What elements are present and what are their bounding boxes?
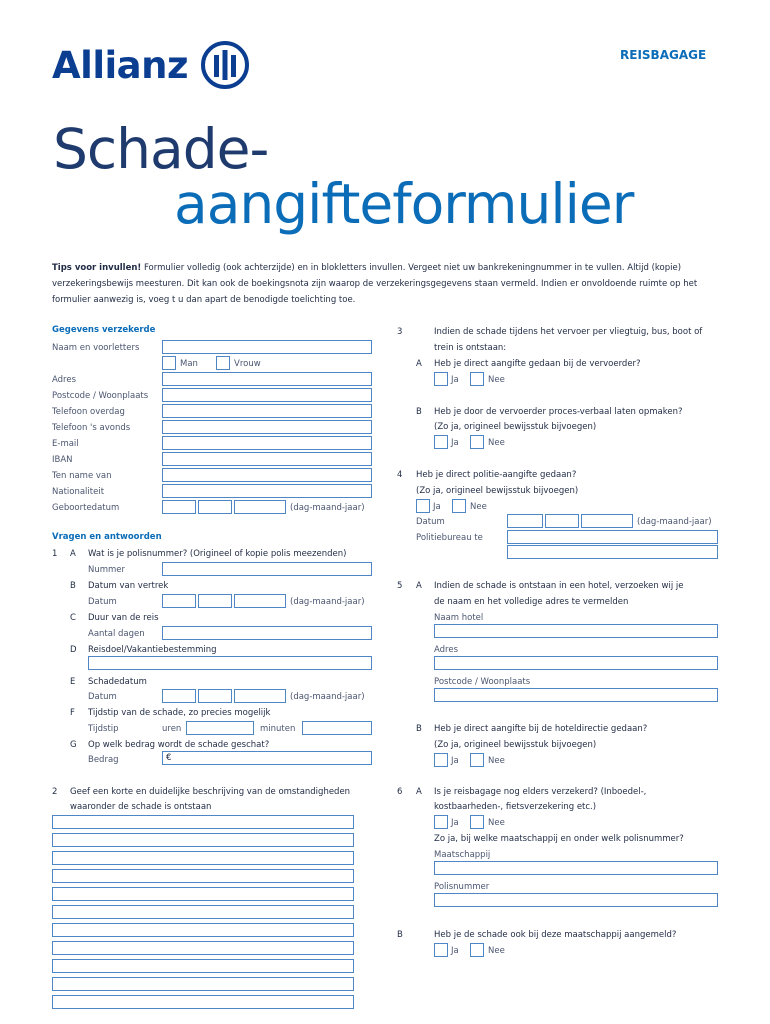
q5a-question-line2: de naam en het volledige adres te vermelden xyxy=(434,597,629,607)
departure-day-field[interactable] xyxy=(162,594,196,608)
q4-question: Heb je direct politie-aangifte gedaan? xyxy=(416,470,577,480)
label-other-policy: Polisnummer xyxy=(434,882,490,892)
police-year-field[interactable] xyxy=(581,514,633,528)
label-name: Naam en voorletters xyxy=(52,343,140,353)
q5b-no-label: Nee xyxy=(488,756,505,766)
police-month-field[interactable] xyxy=(545,514,579,528)
postcode-field[interactable] xyxy=(162,388,372,402)
q1a-letter: A xyxy=(70,549,76,559)
address-field[interactable] xyxy=(162,372,372,386)
label-postcode: Postcode / Woonplaats xyxy=(52,391,149,401)
q6a-no-label: Nee xyxy=(488,818,505,828)
description-line-10[interactable] xyxy=(52,977,354,991)
label-address: Adres xyxy=(52,375,77,385)
description-line-7[interactable] xyxy=(52,923,354,937)
damage-day-field[interactable] xyxy=(162,689,196,703)
q6b-yes-checkbox[interactable] xyxy=(434,943,448,957)
birthdate-month-field[interactable] xyxy=(198,500,232,514)
q6a-question-line2: kostbaarheden-, fietsverzekering etc.) xyxy=(434,802,597,812)
description-line-5[interactable] xyxy=(52,887,354,901)
gender-man-checkbox[interactable] xyxy=(162,356,176,370)
q5b-subtext: (Zo ja, origineel bewijsstuk bijvoegen) xyxy=(434,740,597,750)
q5b-no-checkbox[interactable] xyxy=(470,753,484,767)
q3a-letter: A xyxy=(416,359,422,369)
q5b-yes-checkbox[interactable] xyxy=(434,753,448,767)
label-woman: Vrouw xyxy=(234,359,261,369)
departure-month-field[interactable] xyxy=(198,594,232,608)
q1b-question: Datum van vertrek xyxy=(88,581,169,591)
q6a-letter: A xyxy=(416,787,422,797)
tips-text1: Formulier volledig (ook achterzijde) en in blokletters invullen. Vergeet niet uw bankrekeningnummer in te vullen. Altijd (kopie) xyxy=(141,263,682,273)
q6b-question: Heb je de schade ook bij deze maatschappij aangemeld? xyxy=(434,930,677,940)
q6a-yes-label: Ja xyxy=(451,818,459,828)
phone-day-field[interactable] xyxy=(162,404,372,418)
q5b-yes-label: Ja xyxy=(451,756,459,766)
label-amount: Bedrag xyxy=(88,755,119,765)
description-line-3[interactable] xyxy=(52,851,354,865)
damage-year-field[interactable] xyxy=(234,689,286,703)
in-name-of-field[interactable] xyxy=(162,468,372,482)
hotel-name-field[interactable] xyxy=(434,624,718,638)
section-heading-qa: Vragen en antwoorden xyxy=(52,532,162,542)
q4-number: 4 xyxy=(397,470,403,480)
q1-number: 1 xyxy=(52,549,58,559)
policy-number-field[interactable] xyxy=(162,562,372,576)
q1c-question: Duur van de reis xyxy=(88,613,159,623)
q5-number: 5 xyxy=(397,581,403,591)
description-line-8[interactable] xyxy=(52,941,354,955)
q3a-question: Heb je direct aangifte gedaan bij de vervoerder? xyxy=(434,359,641,369)
label-days: Aantal dagen xyxy=(88,629,145,639)
q6a-question-line1: Is je reisbagage nog elders verzekerd? (Inboedel-, xyxy=(434,787,647,797)
q5a-question-line1: Indien de schade is ontstaan in een hotel, verzoeken wij je xyxy=(434,581,684,591)
police-station-field-1[interactable] xyxy=(507,530,718,544)
brand-logo-text: Allianz xyxy=(52,44,189,87)
label-email: E-mail xyxy=(52,439,79,449)
label-in-name-of: Ten name van xyxy=(52,471,112,481)
q6-followup: Zo ja, bij welke maatschappij en onder welk polisnummer? xyxy=(434,834,684,844)
q3a-yes-checkbox[interactable] xyxy=(434,372,448,386)
label-birthdate: Geboortedatum xyxy=(52,503,120,513)
q1f-letter: F xyxy=(70,708,75,718)
q4-yes-checkbox[interactable] xyxy=(416,499,430,513)
q1g-letter: G xyxy=(70,740,77,750)
label-police-station: Politiebureau te xyxy=(416,533,483,543)
q2-number: 2 xyxy=(52,787,58,797)
label-damage-date: Datum xyxy=(88,692,117,702)
q1d-letter: D xyxy=(70,645,77,655)
q1b-letter: B xyxy=(70,581,76,591)
q2-question-line1: Geef een korte en duidelijke beschrijving van de omstandigheden xyxy=(70,787,351,797)
q3b-no-label: Nee xyxy=(488,438,505,448)
q3b-no-checkbox[interactable] xyxy=(470,435,484,449)
q1a-question: Wat is je polisnummer? (Origineel of kopie polis meezenden) xyxy=(88,549,347,559)
q5b-question: Heb je direct aangifte bij de hoteldirectie gedaan? xyxy=(434,724,648,734)
page-title-line2: aangifteformulier xyxy=(174,172,634,236)
departure-format-hint: (dag-maand-jaar) xyxy=(290,597,365,607)
q3b-question: Heb je door de vervoerder proces-verbaal laten opmaken? xyxy=(434,407,683,417)
birthdate-year-field[interactable] xyxy=(234,500,286,514)
police-day-field[interactable] xyxy=(507,514,543,528)
q3-number: 3 xyxy=(397,327,403,337)
label-hotel-address: Adres xyxy=(434,645,459,655)
q6b-no-checkbox[interactable] xyxy=(470,943,484,957)
nationality-field[interactable] xyxy=(162,484,372,498)
iban-field[interactable] xyxy=(162,452,372,466)
hotel-address-field[interactable] xyxy=(434,656,718,670)
birthdate-format-hint: (dag-maand-jaar) xyxy=(290,503,365,513)
insurer-field[interactable] xyxy=(434,861,718,875)
q1d-question: Reisdoel/Vakantiebestemming xyxy=(88,645,217,655)
hours-field[interactable] xyxy=(186,721,254,735)
label-man: Man xyxy=(180,359,198,369)
phone-eve-field[interactable] xyxy=(162,420,372,434)
q6a-no-checkbox[interactable] xyxy=(470,815,484,829)
q3b-subtext: (Zo ja, origineel bewijsstuk bijvoegen) xyxy=(434,422,597,432)
description-line-6[interactable] xyxy=(52,905,354,919)
description-line-2[interactable] xyxy=(52,833,354,847)
q6b-no-label: Nee xyxy=(488,946,505,956)
description-line-1[interactable] xyxy=(52,815,354,829)
name-field[interactable] xyxy=(162,340,372,354)
destination-field[interactable] xyxy=(88,656,372,670)
damage-month-field[interactable] xyxy=(198,689,232,703)
q3a-no-checkbox[interactable] xyxy=(470,372,484,386)
page-title-line1: Schade- xyxy=(53,117,269,181)
q1c-letter: C xyxy=(70,613,76,623)
q3a-yes-label: Ja xyxy=(451,375,459,385)
label-hotel-name: Naam hotel xyxy=(434,613,484,623)
days-field[interactable] xyxy=(162,626,372,640)
label-departure-date: Datum xyxy=(88,597,117,607)
tips-line1 xyxy=(52,263,681,274)
q6b-yes-label: Ja xyxy=(451,946,459,956)
label-hotel-postcode: Postcode / Woonplaats xyxy=(434,677,531,687)
departure-year-field[interactable] xyxy=(234,594,286,608)
label-phone-day: Telefoon overdag xyxy=(52,407,125,417)
q6-number: 6 xyxy=(397,787,403,797)
allianz-eagle-logo-icon xyxy=(200,40,250,90)
q1f-question: Tijdstip van de schade, zo precies mogelijk xyxy=(88,708,271,718)
label-police-date: Datum xyxy=(416,517,445,527)
birthdate-day-field[interactable] xyxy=(162,500,196,514)
label-nationality: Nationaliteit xyxy=(52,487,105,497)
tips-bold: Tips voor invullen! xyxy=(52,263,142,273)
hotel-postcode-field[interactable] xyxy=(434,688,718,702)
q6b-letter: B xyxy=(397,930,403,940)
label-phone-eve: Telefoon 's avonds xyxy=(52,423,131,433)
q4-no-checkbox[interactable] xyxy=(452,499,466,513)
label-iban: IBAN xyxy=(52,455,73,465)
amount-field[interactable] xyxy=(162,751,372,765)
gender-woman-checkbox[interactable] xyxy=(216,356,230,370)
minutes-field[interactable] xyxy=(302,721,372,735)
section-heading-insured: Gegevens verzekerde xyxy=(52,325,156,335)
label-policy-number: Nummer xyxy=(88,565,126,575)
q3b-yes-label: Ja xyxy=(451,438,459,448)
q3-question-line2: trein is ontstaan: xyxy=(434,343,507,353)
label-time: Tijdstip xyxy=(88,724,119,734)
q3a-no-label: Nee xyxy=(488,375,505,385)
q5b-letter: B xyxy=(416,724,422,734)
police-station-field-2[interactable] xyxy=(507,545,718,559)
q3b-yes-checkbox[interactable] xyxy=(434,435,448,449)
q5a-letter: A xyxy=(416,581,422,591)
label-minutes: minuten xyxy=(260,724,296,734)
description-line-4[interactable] xyxy=(52,869,354,883)
label-hours: uren xyxy=(162,724,182,734)
q3-question-line1: Indien de schade tijdens het vervoer per vliegtuig, bus, boot of xyxy=(434,327,703,337)
q2-question-line2: waaronder de schade is ontstaan xyxy=(70,802,212,812)
q1g-question: Op welk bedrag wordt de schade geschat? xyxy=(88,740,270,750)
q4-subtext: (Zo ja, origineel bewijsstuk bijvoegen) xyxy=(416,486,579,496)
damage-format-hint: (dag-maand-jaar) xyxy=(290,692,365,702)
police-date-format-hint: (dag-maand-jaar) xyxy=(637,517,712,527)
q6a-yes-checkbox[interactable] xyxy=(434,815,448,829)
q1e-question: Schadedatum xyxy=(88,677,147,687)
description-line-9[interactable] xyxy=(52,959,354,973)
currency-symbol: € xyxy=(166,753,172,763)
category-label: REISBAGAGE xyxy=(620,48,707,62)
tips-line3: formulier aanwezig is, voeg t u dan apart de benodigde toelichting toe. xyxy=(52,295,356,305)
q3b-letter: B xyxy=(416,407,422,417)
other-policy-field[interactable] xyxy=(434,893,718,907)
label-insurer: Maatschappij xyxy=(434,850,491,860)
q4-yes-label: Ja xyxy=(433,502,441,512)
q4-no-label: Nee xyxy=(470,502,487,512)
tips-line2: verzekeringsbewijs meesturen. Dit kan ook de boekingsnota zijn waarop de verzekeringsgegevens staan vermeld. Indien er onvoldoende ruimte op het xyxy=(52,279,698,289)
email-field[interactable] xyxy=(162,436,372,450)
description-line-11[interactable] xyxy=(52,995,354,1009)
q1e-letter: E xyxy=(70,677,76,687)
